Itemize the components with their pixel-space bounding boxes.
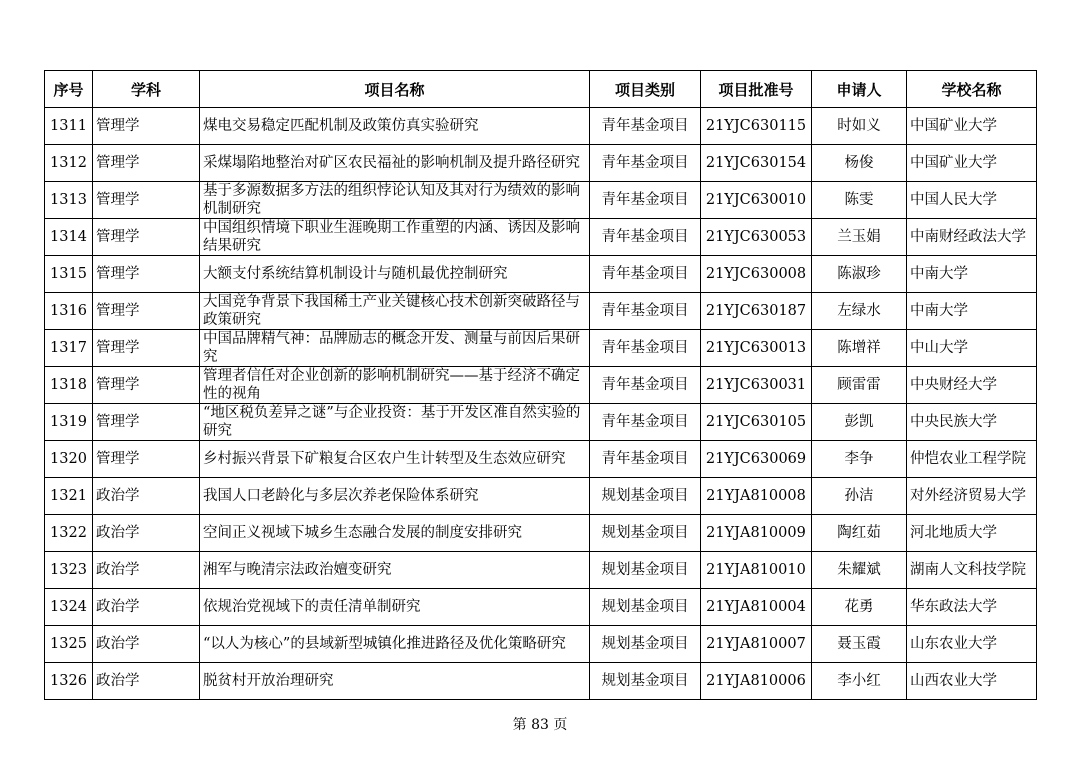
cell-subject: 管理学 xyxy=(93,219,200,256)
cell-subject: 管理学 xyxy=(93,293,200,330)
cell-approval-code: 21YJA810009 xyxy=(701,515,812,552)
table-row xyxy=(45,478,1037,515)
cell-no: 1322 xyxy=(45,515,93,552)
cell-project-name xyxy=(200,663,590,700)
cell-project-type: 规划基金项目 xyxy=(590,626,701,663)
header-no: 序号 xyxy=(45,71,93,108)
cell-project-type: 青年基金项目 xyxy=(590,145,701,182)
cell-project-name xyxy=(200,441,590,478)
cell-school: 对外经济贸易大学 xyxy=(907,478,1037,515)
project-name-text: 大额支付系统结算机制设计与随机最优控制研究 xyxy=(203,266,508,282)
cell-applicant: 时如义 xyxy=(812,108,907,145)
cell-project-name xyxy=(200,145,590,182)
cell-approval-code: 21YJA810010 xyxy=(701,552,812,589)
cell-school: 中南大学 xyxy=(907,293,1037,330)
cell-subject: 政治学 xyxy=(93,626,200,663)
project-name-text: 大国竞争背景下我国稀土产业关键核心技术创新突破路径与政策研究 xyxy=(203,294,580,328)
cell-no: 1324 xyxy=(45,589,93,626)
table-row xyxy=(45,256,1037,293)
cell-applicant: 杨俊 xyxy=(812,145,907,182)
cell-subject: 管理学 xyxy=(93,108,200,145)
cell-project-type: 青年基金项目 xyxy=(590,256,701,293)
cell-applicant: 陈雯 xyxy=(812,182,907,219)
cell-project-type: 规划基金项目 xyxy=(590,663,701,700)
cell-project-type: 青年基金项目 xyxy=(590,219,701,256)
cell-applicant: 陈增祥 xyxy=(812,330,907,367)
cell-approval-code: 21YJA810006 xyxy=(701,663,812,700)
table-row xyxy=(45,515,1037,552)
cell-school: 中国矿业大学 xyxy=(907,108,1037,145)
table-header-row xyxy=(45,71,1037,108)
cell-no: 1319 xyxy=(45,404,93,441)
cell-project-name xyxy=(200,256,590,293)
cell-approval-code: 21YJA810008 xyxy=(701,478,812,515)
cell-school: 中山大学 xyxy=(907,330,1037,367)
cell-school: 山西农业大学 xyxy=(907,663,1037,700)
cell-project-name xyxy=(200,182,590,219)
table-row xyxy=(45,626,1037,663)
table-row xyxy=(45,330,1037,367)
cell-applicant: 李小红 xyxy=(812,663,907,700)
cell-project-type: 青年基金项目 xyxy=(590,330,701,367)
project-name-text: 中国品牌精气神：品牌励志的概念开发、测量与前因后果研究 xyxy=(203,331,580,365)
cell-school: 中央民族大学 xyxy=(907,404,1037,441)
cell-no: 1325 xyxy=(45,626,93,663)
cell-subject: 管理学 xyxy=(93,367,200,404)
cell-approval-code: 21YJC630013 xyxy=(701,330,812,367)
project-name-text: 管理者信任对企业创新的影响机制研究——基于经济不确定性的视角 xyxy=(203,368,580,402)
cell-approval-code: 21YJC630069 xyxy=(701,441,812,478)
table-row xyxy=(45,367,1037,404)
cell-school: 山东农业大学 xyxy=(907,626,1037,663)
cell-project-type: 规划基金项目 xyxy=(590,478,701,515)
project-name-text: 依规治党视域下的责任清单制研究 xyxy=(203,599,421,615)
cell-approval-code: 21YJC630010 xyxy=(701,182,812,219)
cell-project-type: 青年基金项目 xyxy=(590,441,701,478)
header-subject: 学科 xyxy=(93,71,200,108)
cell-project-name xyxy=(200,626,590,663)
table-row xyxy=(45,108,1037,145)
cell-project-name xyxy=(200,515,590,552)
table-row xyxy=(45,552,1037,589)
cell-applicant: 花勇 xyxy=(812,589,907,626)
cell-project-type: 青年基金项目 xyxy=(590,367,701,404)
cell-no: 1314 xyxy=(45,219,93,256)
table-row xyxy=(45,219,1037,256)
project-name-text: 我国人口老龄化与多层次养老保险体系研究 xyxy=(203,488,479,504)
cell-no: 1323 xyxy=(45,552,93,589)
cell-no: 1326 xyxy=(45,663,93,700)
cell-applicant: 左绿水 xyxy=(812,293,907,330)
cell-subject: 管理学 xyxy=(93,145,200,182)
cell-project-name xyxy=(200,367,590,404)
project-name-text: 煤电交易稳定匹配机制及政策仿真实验研究 xyxy=(203,118,479,134)
header-school: 学校名称 xyxy=(907,71,1037,108)
cell-project-type: 规划基金项目 xyxy=(590,589,701,626)
cell-subject: 政治学 xyxy=(93,589,200,626)
cell-project-name xyxy=(200,219,590,256)
cell-project-type: 青年基金项目 xyxy=(590,182,701,219)
cell-no: 1320 xyxy=(45,441,93,478)
project-name-text: 采煤塌陷地整治对矿区农民福祉的影响机制及提升路径研究 xyxy=(203,155,580,171)
project-name-text: “以人为核心”的县域新型城镇化推进路径及优化策略研究 xyxy=(203,636,566,652)
project-name-text: 空间正义视域下城乡生态融合发展的制度安排研究 xyxy=(203,525,522,541)
header-name: 项目名称 xyxy=(200,71,590,108)
cell-no: 1321 xyxy=(45,478,93,515)
cell-applicant: 兰玉娟 xyxy=(812,219,907,256)
cell-project-name xyxy=(200,404,590,441)
cell-project-name xyxy=(200,293,590,330)
cell-subject: 管理学 xyxy=(93,441,200,478)
table-row xyxy=(45,404,1037,441)
cell-approval-code: 21YJC630008 xyxy=(701,256,812,293)
cell-no: 1316 xyxy=(45,293,93,330)
cell-school: 中国人民大学 xyxy=(907,182,1037,219)
cell-applicant: 李争 xyxy=(812,441,907,478)
cell-no: 1312 xyxy=(45,145,93,182)
table-row xyxy=(45,441,1037,478)
project-name-text: 基于多源数据多方法的组织悖论认知及其对行为绩效的影响机制研究 xyxy=(203,183,580,217)
cell-no: 1315 xyxy=(45,256,93,293)
cell-applicant: 聂玉霞 xyxy=(812,626,907,663)
cell-project-type: 规划基金项目 xyxy=(590,552,701,589)
cell-school: 华东政法大学 xyxy=(907,589,1037,626)
cell-no: 1317 xyxy=(45,330,93,367)
cell-approval-code: 21YJC630154 xyxy=(701,145,812,182)
header-code: 项目批准号 xyxy=(701,71,812,108)
cell-project-name xyxy=(200,330,590,367)
cell-project-name xyxy=(200,478,590,515)
project-name-text: 中国组织情境下职业生涯晚期工作重塑的内涵、诱因及影响结果研究 xyxy=(203,220,580,254)
cell-no: 1318 xyxy=(45,367,93,404)
cell-project-type: 青年基金项目 xyxy=(590,293,701,330)
table-row xyxy=(45,589,1037,626)
cell-project-type: 青年基金项目 xyxy=(590,404,701,441)
cell-school: 湖南人文科技学院 xyxy=(907,552,1037,589)
cell-subject: 政治学 xyxy=(93,515,200,552)
table-row xyxy=(45,145,1037,182)
cell-subject: 管理学 xyxy=(93,182,200,219)
project-name-text: 脱贫村开放治理研究 xyxy=(203,673,334,689)
cell-applicant: 陈淑珍 xyxy=(812,256,907,293)
cell-subject: 政治学 xyxy=(93,478,200,515)
cell-applicant: 彭凯 xyxy=(812,404,907,441)
cell-approval-code: 21YJA810004 xyxy=(701,589,812,626)
cell-project-name xyxy=(200,589,590,626)
cell-school: 中南财经政法大学 xyxy=(907,219,1037,256)
cell-approval-code: 21YJC630031 xyxy=(701,367,812,404)
table-row xyxy=(45,182,1037,219)
cell-no: 1313 xyxy=(45,182,93,219)
cell-subject: 管理学 xyxy=(93,404,200,441)
cell-approval-code: 21YJC630115 xyxy=(701,108,812,145)
page-number: 第 83 页 xyxy=(512,717,568,733)
cell-school: 河北地质大学 xyxy=(907,515,1037,552)
project-name-text: “地区税负差异之谜”与企业投资：基于开发区准自然实验的研究 xyxy=(203,405,581,439)
table-row xyxy=(45,293,1037,330)
cell-school: 中南大学 xyxy=(907,256,1037,293)
cell-subject: 政治学 xyxy=(93,663,200,700)
cell-no: 1311 xyxy=(45,108,93,145)
cell-subject: 政治学 xyxy=(93,552,200,589)
project-name-text: 湘军与晚清宗法政治嬗变研究 xyxy=(203,562,392,578)
cell-project-type: 青年基金项目 xyxy=(590,108,701,145)
cell-applicant: 朱耀斌 xyxy=(812,552,907,589)
cell-project-type: 规划基金项目 xyxy=(590,515,701,552)
cell-subject: 管理学 xyxy=(93,256,200,293)
cell-approval-code: 21YJA810007 xyxy=(701,626,812,663)
table-row xyxy=(45,663,1037,700)
cell-approval-code: 21YJC630105 xyxy=(701,404,812,441)
cell-applicant: 陶红茹 xyxy=(812,515,907,552)
cell-school: 仲恺农业工程学院 xyxy=(907,441,1037,478)
project-table xyxy=(44,70,1037,700)
cell-project-name xyxy=(200,108,590,145)
cell-school: 中国矿业大学 xyxy=(907,145,1037,182)
cell-school: 中央财经大学 xyxy=(907,367,1037,404)
cell-applicant: 孙洁 xyxy=(812,478,907,515)
header-applicant: 申请人 xyxy=(812,71,907,108)
cell-project-name xyxy=(200,552,590,589)
cell-approval-code: 21YJC630187 xyxy=(701,293,812,330)
cell-subject: 管理学 xyxy=(93,330,200,367)
header-type: 项目类别 xyxy=(590,71,701,108)
cell-approval-code: 21YJC630053 xyxy=(701,219,812,256)
project-name-text: 乡村振兴背景下矿粮复合区农户生计转型及生态效应研究 xyxy=(203,451,566,467)
cell-applicant: 顾雷雷 xyxy=(812,367,907,404)
